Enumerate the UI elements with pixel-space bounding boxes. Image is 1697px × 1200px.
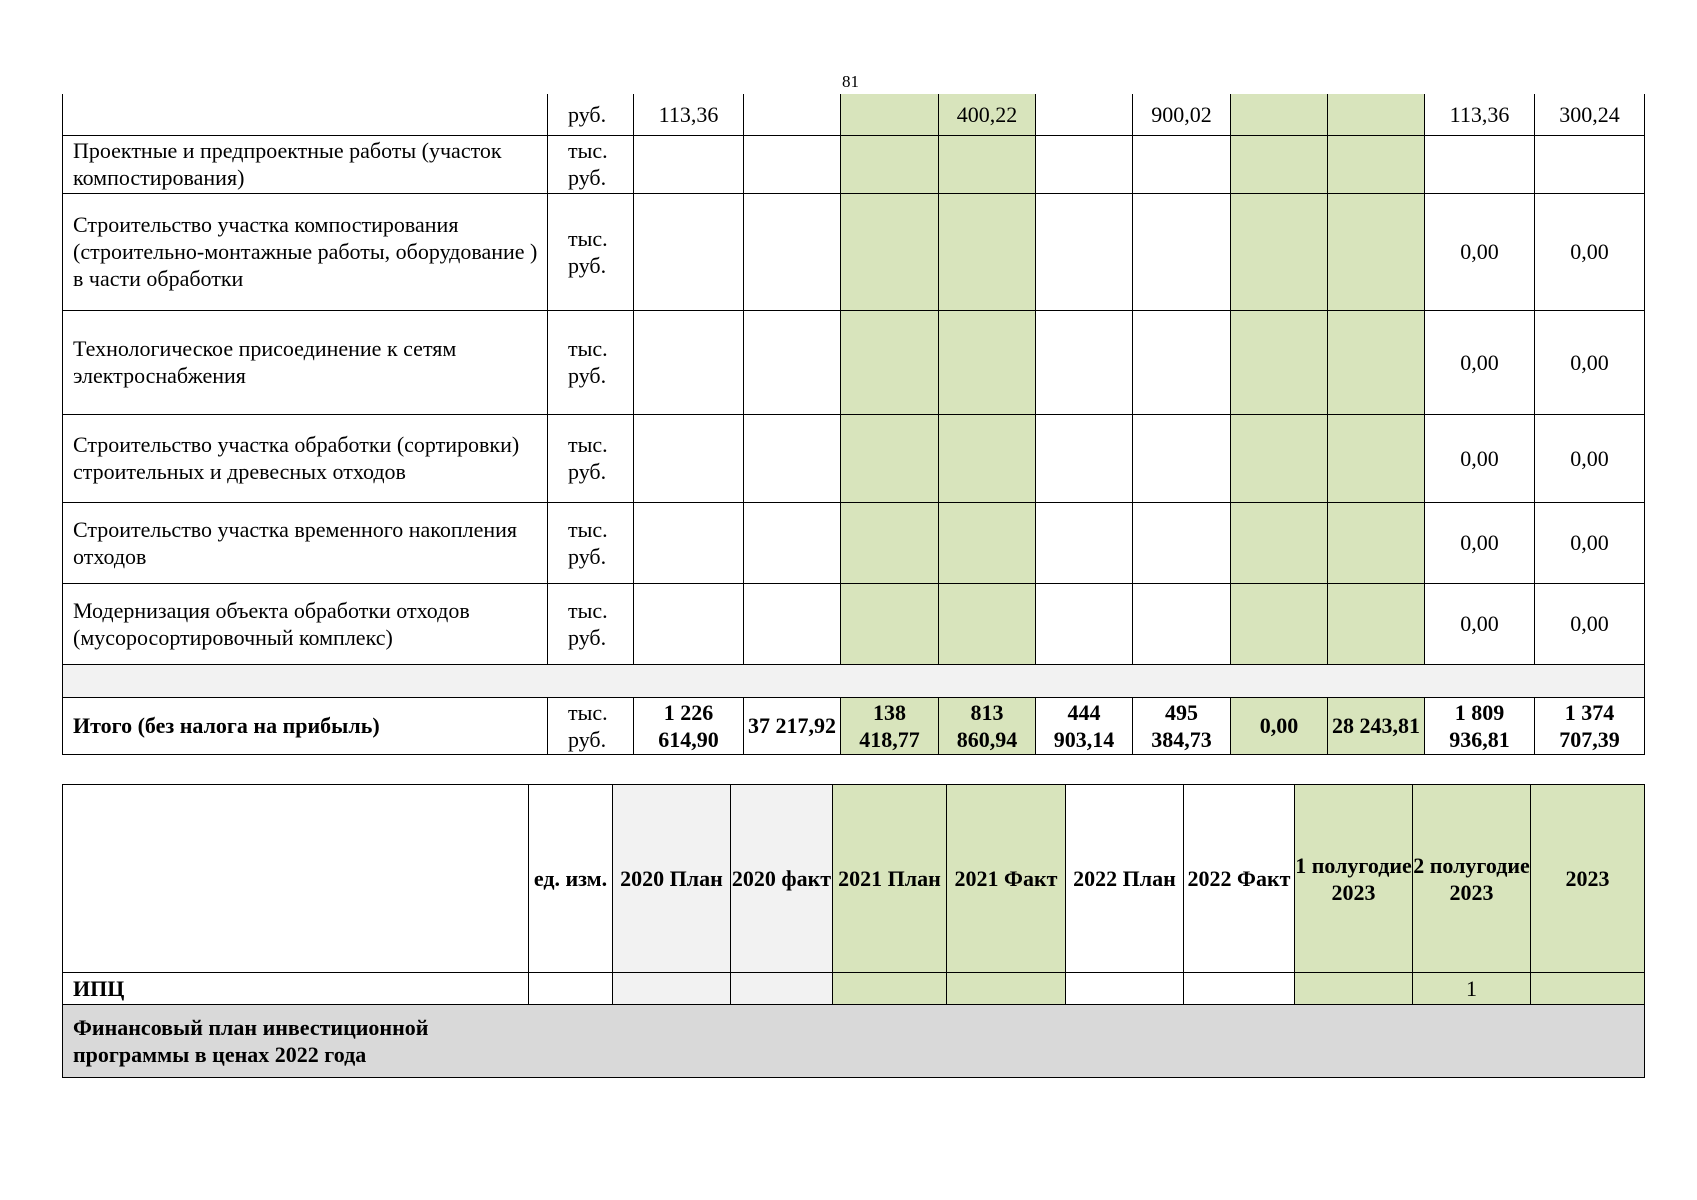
total-value: 1 374 707,39 [1535,697,1645,754]
value-cell: 1 [1413,973,1531,1005]
table-row [63,310,1645,414]
row-name: Строительство участка обработки (сортировки) строительных и древесных отходов [63,414,548,502]
investment-cost-table [62,94,1645,755]
value-cell [939,310,1036,414]
value-cell [1036,583,1133,664]
value-cell [1231,94,1328,135]
value-cell [744,583,841,664]
total-value: 1 226 614,90 [634,697,744,754]
value-cell: 0,00 [1425,310,1535,414]
value-cell: 0,00 [1425,414,1535,502]
spacer-cell [63,664,1645,697]
section-title [63,1005,1645,1078]
unit-cell: руб. [548,94,634,135]
value-cell: 0,00 [1535,193,1645,310]
value-cell: 300,24 [1535,94,1645,135]
table-row [63,502,1645,583]
unit-cell: тыс. руб. [548,310,634,414]
value-cell: 0,00 [1535,583,1645,664]
total-value: 1 809 936,81 [1425,697,1535,754]
value-cell: 113,36 [634,94,744,135]
value-cell [744,502,841,583]
unit-cell: тыс. руб. [548,583,634,664]
section-title-text: Финансовый план инвестиционной программы в ценах 2022 года [73,1015,429,1067]
value-cell [1133,193,1231,310]
value-cell [1328,135,1425,193]
value-cell: 0,00 [1535,310,1645,414]
header-2021-plan: 2021 План [833,785,947,973]
value-cell [744,94,841,135]
value-cell [529,973,613,1005]
total-value: 813 860,94 [939,697,1036,754]
value-cell [1231,583,1328,664]
value-cell [841,135,939,193]
unit-cell: тыс. руб. [548,697,634,754]
header-2023: 2023 [1531,785,1645,973]
value-cell [1328,583,1425,664]
value-cell [744,135,841,193]
value-cell [1036,94,1133,135]
value-cell [939,502,1036,583]
row-name: Проектные и предпроектные работы (участок компостирования) [63,135,548,193]
value-cell [613,973,731,1005]
value-cell [634,310,744,414]
total-value: 28 243,81 [1328,697,1425,754]
value-cell [634,502,744,583]
total-value: 495 384,73 [1133,697,1231,754]
row-name: Строительство участка компостирования (строительно-монтажные работы, оборудование ) в части обработки [63,193,548,310]
value-cell [1133,414,1231,502]
row-name: Строительство участка временного накопления отходов [63,502,548,583]
value-cell [1231,135,1328,193]
value-cell [1036,135,1133,193]
page-number: 81 [842,72,859,91]
total-value: 138 418,77 [841,697,939,754]
value-cell [841,502,939,583]
value-cell [744,193,841,310]
header-unit: ед. изм. [529,785,613,973]
value-cell: 113,36 [1425,94,1535,135]
header-2021-fact: 2021 Факт [947,785,1066,973]
header-2-half-2023: 2 полугодие 2023 [1413,785,1531,973]
section-row [63,1005,1645,1078]
header-2020-plan: 2020 План [613,785,731,973]
header-row [63,785,1645,973]
total-row [63,697,1645,754]
ipc-row [63,973,1645,1005]
total-value: 0,00 [1231,697,1328,754]
value-cell [1531,973,1645,1005]
price-index-table [62,784,1645,1078]
value-cell [841,193,939,310]
value-cell [939,583,1036,664]
value-cell [939,193,1036,310]
value-cell: 0,00 [1535,502,1645,583]
value-cell [1328,310,1425,414]
value-cell [634,135,744,193]
ipc-label: ИПЦ [63,973,529,1005]
value-cell: 400,22 [939,94,1036,135]
table-row [63,583,1645,664]
header-2022-plan: 2022 План [1066,785,1184,973]
value-cell: 900,02 [1133,94,1231,135]
value-cell [1036,502,1133,583]
value-cell [1425,135,1535,193]
value-cell: 0,00 [1425,502,1535,583]
value-cell [947,973,1066,1005]
value-cell: 0,00 [1425,583,1535,664]
value-cell [841,414,939,502]
value-cell [1066,973,1184,1005]
total-value: 37 217,92 [744,697,841,754]
table-row [63,135,1645,193]
table-row [63,94,1645,135]
value-cell [1231,193,1328,310]
value-cell [1036,193,1133,310]
value-cell [1328,193,1425,310]
value-cell [939,414,1036,502]
value-cell [731,973,833,1005]
spacer-row [63,664,1645,697]
value-cell [634,414,744,502]
header-name [63,785,529,973]
value-cell [939,135,1036,193]
value-cell [1231,310,1328,414]
header-2020-fact: 2020 факт [731,785,833,973]
value-cell [1133,135,1231,193]
value-cell [1231,414,1328,502]
unit-cell: тыс. руб. [548,135,634,193]
value-cell [634,193,744,310]
row-name [63,94,548,135]
header-2022-fact: 2022 Факт [1184,785,1295,973]
value-cell [1036,414,1133,502]
table-row [63,193,1645,310]
row-name: Технологическое присоединение к сетям электроснабжения [63,310,548,414]
total-value: 444 903,14 [1036,697,1133,754]
value-cell [1133,310,1231,414]
value-cell [841,583,939,664]
header-1-half-2023: 1 полугодие 2023 [1295,785,1413,973]
value-cell: 0,00 [1425,193,1535,310]
value-cell [1328,414,1425,502]
value-cell [1295,973,1413,1005]
total-label: Итого (без налога на прибыль) [63,697,548,754]
row-name: Модернизация объекта обработки отходов (мусоросортировочный комплекс) [63,583,548,664]
value-cell [1231,502,1328,583]
value-cell [833,973,947,1005]
value-cell [841,94,939,135]
value-cell [1535,135,1645,193]
value-cell [744,414,841,502]
value-cell [1133,502,1231,583]
value-cell [1133,583,1231,664]
value-cell: 0,00 [1535,414,1645,502]
table-row [63,414,1645,502]
value-cell [744,310,841,414]
value-cell [1036,310,1133,414]
value-cell [1328,502,1425,583]
value-cell [1328,94,1425,135]
value-cell [1184,973,1295,1005]
unit-cell: тыс. руб. [548,414,634,502]
unit-cell: тыс. руб. [548,502,634,583]
value-cell [634,583,744,664]
value-cell [841,310,939,414]
unit-cell: тыс. руб. [548,193,634,310]
